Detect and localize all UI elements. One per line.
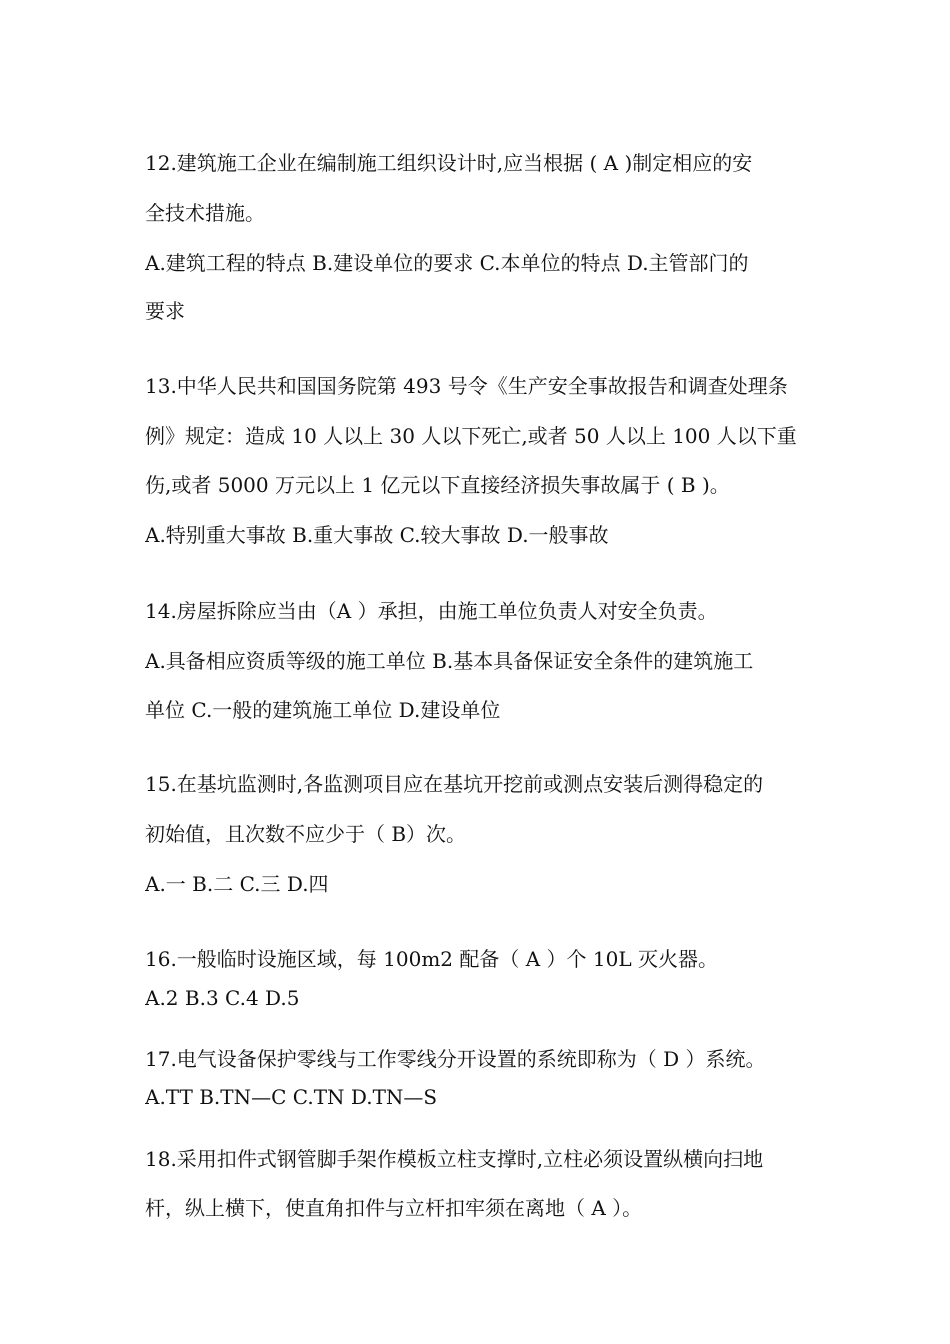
question-18-line-2: 杆，纵上横下，使直角扣件与立杆扣牢须在离地（ A ）。 bbox=[145, 1196, 643, 1220]
question-14-options-line-1: A.具备相应资质等级的施工单位 B.基本具备保证安全条件的建筑施工 bbox=[145, 649, 754, 673]
question-14-line-1: 14.房屋拆除应当由（A ）承担，由施工单位负责人对安全负责。 bbox=[145, 599, 718, 623]
question-13-options-line-1: A.特别重大事故 B.重大事故 C.较大事故 D.一般事故 bbox=[145, 523, 609, 547]
question-13-line-3: 伤,或者 5000 万元以上 1 亿元以下直接经济损失事故属于 ( B )。 bbox=[145, 473, 730, 497]
question-15-line-2: 初始值，且次数不应少于（ B）次。 bbox=[145, 822, 467, 846]
question-15-line-1: 15.在基坑监测时,各监测项目应在基坑开挖前或测点安装后测得稳定的 bbox=[145, 772, 764, 796]
question-12-options-line-1: A.建筑工程的特点 B.建设单位的要求 C.本单位的特点 D.主管部门的 bbox=[145, 251, 749, 275]
question-12-line-2: 全技术措施。 bbox=[145, 201, 265, 225]
question-17-line-1: 17.电气设备保护零线与工作零线分开设置的系统即称为（ D ）系统。 bbox=[145, 1047, 766, 1071]
question-17-options-line-1: A.TT B.TN—C C.TN D.TN—S bbox=[145, 1085, 438, 1109]
question-13-line-1: 13.中华人民共和国国务院第 493 号令《生产安全事故报告和调查处理条 bbox=[145, 374, 788, 398]
question-18-line-1: 18.采用扣件式钢管脚手架作模板立柱支撑时,立柱必须设置纵横向扫地 bbox=[145, 1147, 764, 1171]
question-12-line-1: 12.建筑施工企业在编制施工组织设计时,应当根据 ( A )制定相应的安 bbox=[145, 151, 753, 175]
question-14-options-line-2: 单位 C.一般的建筑施工单位 D.建设单位 bbox=[145, 698, 501, 722]
question-15-options-line-1: A.一 B.二 C.三 D.四 bbox=[145, 872, 329, 896]
question-12-options-line-2: 要求 bbox=[145, 299, 185, 323]
question-16-line-1: 16.一般临时设施区域，每 100m2 配备（ A ）个 10L 灭火器。 bbox=[145, 947, 718, 971]
question-13-line-2: 例》规定：造成 10 人以上 30 人以下死亡,或者 50 人以上 100 人以下重 bbox=[145, 424, 797, 448]
question-16-options-line-1: A.2 B.3 C.4 D.5 bbox=[145, 986, 300, 1010]
